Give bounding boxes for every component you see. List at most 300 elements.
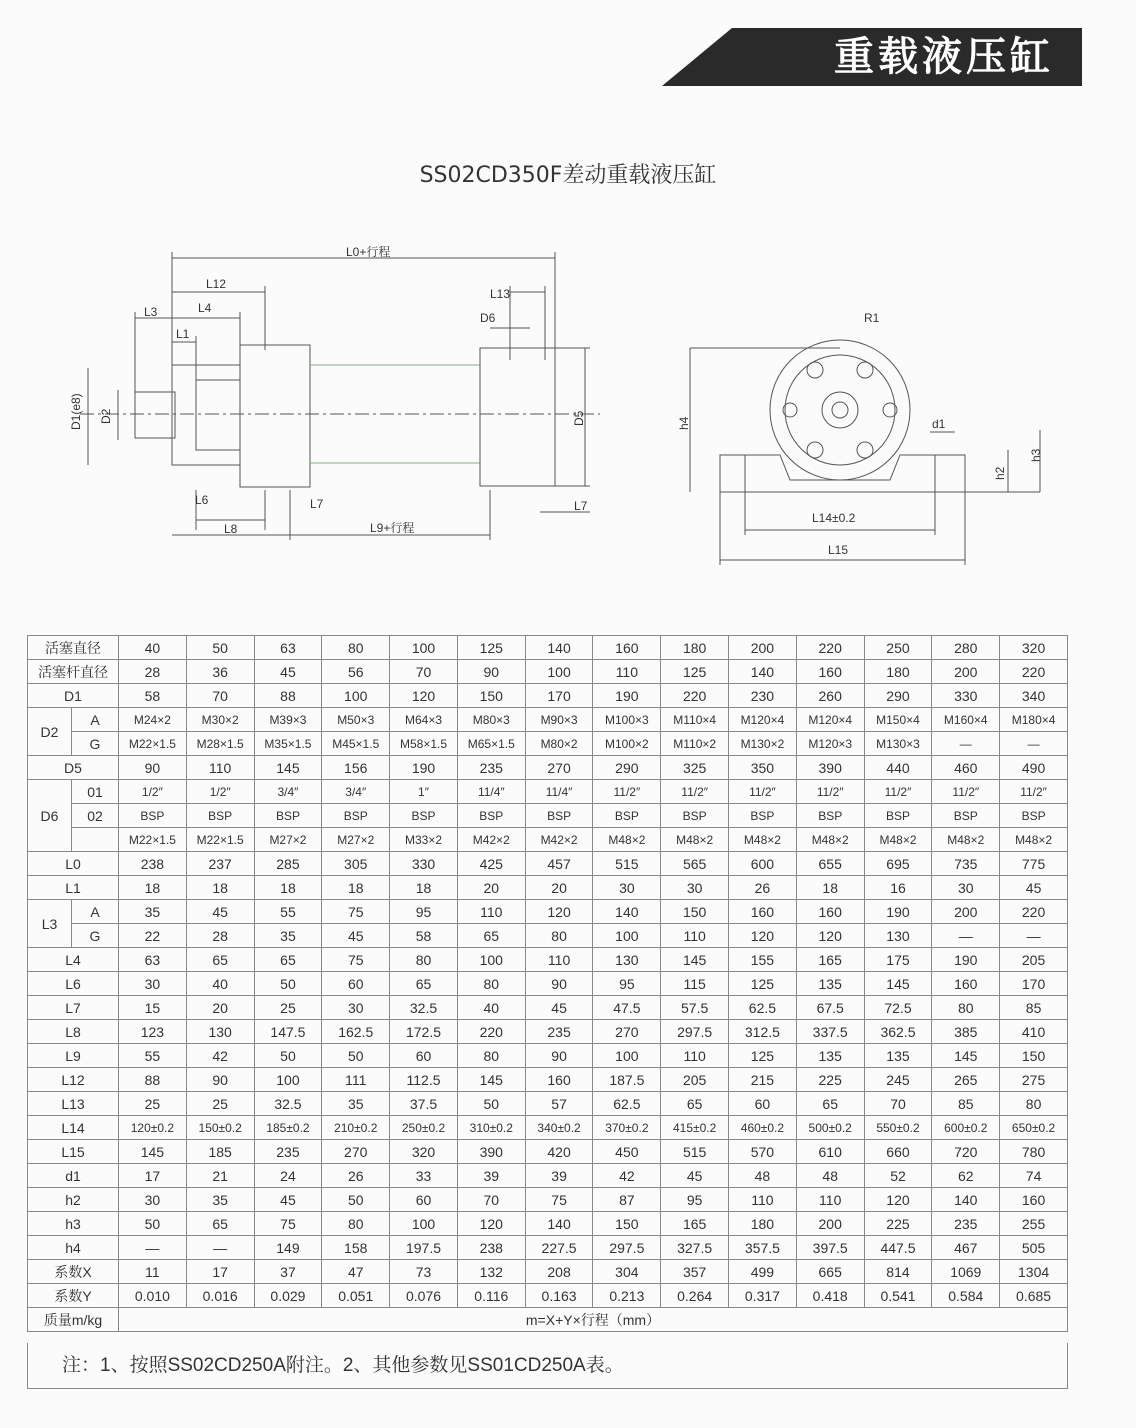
table-cell: 47 — [322, 1260, 390, 1284]
table-cell: 425 — [457, 852, 525, 876]
table-cell: 125 — [457, 636, 525, 660]
banner-title: 重载液压缸 — [834, 33, 1054, 80]
table-row — [28, 1140, 1068, 1164]
table-cell: M160×4 — [932, 708, 1000, 732]
table-cell: 1″ — [390, 780, 458, 804]
table-cell: 21 — [186, 1164, 254, 1188]
table-cell: 180 — [864, 660, 932, 684]
table-cell: M50×3 — [322, 708, 390, 732]
table-cell: 200 — [932, 660, 1000, 684]
table-cell: 270 — [525, 756, 593, 780]
table-cell: BSP — [390, 804, 458, 828]
row-label: D5 — [28, 756, 119, 780]
table-cell: 48 — [729, 1164, 797, 1188]
footnote: 注：1、按照SS02CD250A附注。2、其他参数见SS01CD250A表。 — [27, 1343, 1068, 1389]
table-row — [28, 804, 1068, 828]
table-cell: M48×2 — [1000, 828, 1068, 852]
table-cell: BSP — [525, 804, 593, 828]
dim-r1: R1 — [864, 311, 880, 325]
table-cell: 37.5 — [390, 1092, 458, 1116]
table-cell: 235 — [457, 756, 525, 780]
table-cell: 170 — [1000, 972, 1068, 996]
table-cell: 172.5 — [390, 1020, 458, 1044]
table-cell: 28 — [186, 924, 254, 948]
dim-d1-small: d1 — [932, 417, 946, 431]
table-cell: 140 — [593, 900, 661, 924]
row-label: L9 — [28, 1044, 119, 1068]
table-cell: 25 — [186, 1092, 254, 1116]
table-cell: 45 — [1000, 876, 1068, 900]
row-sublabel: A — [72, 900, 119, 924]
table-cell: 220 — [796, 636, 864, 660]
table-cell: 440 — [864, 756, 932, 780]
table-cell: 47.5 — [593, 996, 661, 1020]
table-cell: 187.5 — [593, 1068, 661, 1092]
row-label: L14 — [28, 1116, 119, 1140]
table-cell: BSP — [729, 804, 797, 828]
table-cell: 45 — [661, 1164, 729, 1188]
dim-l7b: L7 — [574, 499, 588, 513]
table-cell: 145 — [661, 948, 729, 972]
table-cell: 11/2″ — [932, 780, 1000, 804]
table-cell: 150 — [593, 1212, 661, 1236]
table-cell: 11/2″ — [796, 780, 864, 804]
document-title: SS02CD350F差动重载液压缸 — [419, 163, 717, 188]
row-label: L12 — [28, 1068, 119, 1092]
table-cell: 100 — [593, 924, 661, 948]
table-cell: 650±0.2 — [1000, 1116, 1068, 1140]
table-cell: 145 — [254, 756, 322, 780]
table-cell: 58 — [119, 684, 187, 708]
table-cell: — — [1000, 732, 1068, 756]
table-cell: 11/2″ — [593, 780, 661, 804]
table-cell: 156 — [322, 756, 390, 780]
table-cell: 362.5 — [864, 1020, 932, 1044]
table-cell: 305 — [322, 852, 390, 876]
table-cell: 15 — [119, 996, 187, 1020]
table-row — [28, 924, 1068, 948]
dim-l13: L13 — [490, 287, 511, 301]
table-cell: 60 — [390, 1044, 458, 1068]
table-cell: 175 — [864, 948, 932, 972]
table-cell: 565 — [661, 852, 729, 876]
dim-l4: L4 — [198, 301, 212, 315]
table-cell: 0.010 — [119, 1284, 187, 1308]
table-cell: 160 — [796, 660, 864, 684]
table-cell: 45 — [525, 996, 593, 1020]
table-cell: 150 — [457, 684, 525, 708]
table-cell: 90 — [119, 756, 187, 780]
table-cell: 735 — [932, 852, 1000, 876]
table-cell: M180×4 — [1000, 708, 1068, 732]
table-cell: 55 — [254, 900, 322, 924]
table-cell: 52 — [864, 1164, 932, 1188]
table-cell: 130 — [593, 948, 661, 972]
table-cell: 100 — [254, 1068, 322, 1092]
table-cell: 60 — [322, 972, 390, 996]
table-cell: 149 — [254, 1236, 322, 1260]
table-cell: 180 — [729, 1212, 797, 1236]
row-label: 系数Y — [28, 1284, 119, 1308]
table-cell: 450 — [593, 1140, 661, 1164]
table-cell: 39 — [457, 1164, 525, 1188]
table-cell: 225 — [796, 1068, 864, 1092]
table-cell: 100 — [390, 636, 458, 660]
table-cell: 110 — [661, 1044, 729, 1068]
table-cell: M45×1.5 — [322, 732, 390, 756]
table-cell: 11/2″ — [1000, 780, 1068, 804]
table-cell: 111 — [322, 1068, 390, 1092]
dim-d2: D2 — [99, 408, 113, 424]
table-cell: 35 — [322, 1092, 390, 1116]
table-cell: 30 — [932, 876, 1000, 900]
table-cell: 65 — [796, 1092, 864, 1116]
table-cell: 185±0.2 — [254, 1116, 322, 1140]
table-cell: 0.076 — [390, 1284, 458, 1308]
table-cell: 125 — [661, 660, 729, 684]
table-cell: — — [119, 1236, 187, 1260]
table-cell: 205 — [661, 1068, 729, 1092]
table-cell: 60 — [390, 1188, 458, 1212]
table-cell: 40 — [457, 996, 525, 1020]
table-cell: BSP — [322, 804, 390, 828]
row-label: D1 — [28, 684, 119, 708]
dim-d5: D5 — [572, 410, 586, 426]
table-cell: — — [1000, 924, 1068, 948]
row-sublabel: G — [72, 924, 119, 948]
table-cell: 50 — [254, 972, 322, 996]
table-cell: 150 — [661, 900, 729, 924]
dim-h3: h3 — [1029, 448, 1043, 462]
table-cell: 505 — [1000, 1236, 1068, 1260]
table-cell: 160 — [796, 900, 864, 924]
table-cell: 30 — [322, 996, 390, 1020]
table-cell: 32.5 — [254, 1092, 322, 1116]
table-cell: M48×2 — [593, 828, 661, 852]
table-cell: 56 — [322, 660, 390, 684]
table-row — [28, 852, 1068, 876]
table-cell: 500±0.2 — [796, 1116, 864, 1140]
table-cell: 40 — [186, 972, 254, 996]
table-cell: 145 — [119, 1140, 187, 1164]
table-cell: 18 — [186, 876, 254, 900]
table-cell: 370±0.2 — [593, 1116, 661, 1140]
table-cell: 320 — [390, 1140, 458, 1164]
table-cell: 145 — [864, 972, 932, 996]
table-cell: 780 — [1000, 1140, 1068, 1164]
table-cell: 0.051 — [322, 1284, 390, 1308]
table-cell: M100×2 — [593, 732, 661, 756]
table-cell: 100 — [525, 660, 593, 684]
table-cell: — — [932, 732, 1000, 756]
table-cell: 90 — [186, 1068, 254, 1092]
table-cell: 65 — [186, 948, 254, 972]
table-cell: 3/4″ — [254, 780, 322, 804]
table-cell: 235 — [254, 1140, 322, 1164]
table-cell: 255 — [1000, 1212, 1068, 1236]
table-cell: 135 — [864, 1044, 932, 1068]
table-cell: 160 — [593, 636, 661, 660]
table-cell: 80 — [457, 1044, 525, 1068]
table-cell: 340 — [1000, 684, 1068, 708]
table-cell: M27×2 — [254, 828, 322, 852]
table-cell: 35 — [254, 924, 322, 948]
table-cell: 20 — [186, 996, 254, 1020]
table-cell: 390 — [796, 756, 864, 780]
table-cell: 120±0.2 — [119, 1116, 187, 1140]
table-cell: 33 — [390, 1164, 458, 1188]
table-cell: 1/2″ — [119, 780, 187, 804]
row-label: 系数X — [28, 1260, 119, 1284]
table-cell: 65 — [254, 948, 322, 972]
table-row — [28, 780, 1068, 804]
table-cell: 162.5 — [322, 1020, 390, 1044]
table-cell: 250±0.2 — [390, 1116, 458, 1140]
table-cell: 280 — [932, 636, 1000, 660]
row-label: d1 — [28, 1164, 119, 1188]
table-cell: M22×1.5 — [119, 732, 187, 756]
table-cell: M80×3 — [457, 708, 525, 732]
table-cell: 80 — [1000, 1092, 1068, 1116]
table-cell: 420 — [525, 1140, 593, 1164]
row-label: h4 — [28, 1236, 119, 1260]
table-cell: M120×3 — [796, 732, 864, 756]
table-cell: 55 — [119, 1044, 187, 1068]
table-cell: — — [186, 1236, 254, 1260]
table-cell: 120 — [390, 684, 458, 708]
row-label: 活塞杆直径 — [28, 660, 119, 684]
dim-l3: L3 — [144, 305, 158, 319]
table-cell: 160 — [525, 1068, 593, 1092]
table-cell: 160 — [729, 900, 797, 924]
table-cell: 16 — [864, 876, 932, 900]
table-row — [28, 1092, 1068, 1116]
table-cell: 220 — [1000, 660, 1068, 684]
table-cell: 0.016 — [186, 1284, 254, 1308]
table-cell: 270 — [593, 1020, 661, 1044]
table-cell: M48×2 — [864, 828, 932, 852]
table-cell: 227.5 — [525, 1236, 593, 1260]
dim-l1: L1 — [176, 327, 190, 341]
table-cell: 410 — [1000, 1020, 1068, 1044]
table-cell: 95 — [593, 972, 661, 996]
table-cell: 499 — [729, 1260, 797, 1284]
table-cell: 120 — [864, 1188, 932, 1212]
table-cell: 1/2″ — [186, 780, 254, 804]
table-cell: 215 — [729, 1068, 797, 1092]
table-cell: 32.5 — [390, 996, 458, 1020]
table-cell: M58×1.5 — [390, 732, 458, 756]
table-cell: 132 — [457, 1260, 525, 1284]
table-cell: 170 — [525, 684, 593, 708]
table-cell: 50 — [322, 1188, 390, 1212]
table-cell: 36 — [186, 660, 254, 684]
table-cell: 50 — [322, 1044, 390, 1068]
table-cell: 57.5 — [661, 996, 729, 1020]
table-cell: 73 — [390, 1260, 458, 1284]
row-sublabel: 01 — [72, 780, 119, 804]
table-cell: 80 — [932, 996, 1000, 1020]
table-cell: M130×2 — [729, 732, 797, 756]
table-cell: 460 — [932, 756, 1000, 780]
table-cell: 515 — [593, 852, 661, 876]
table-cell: 515 — [661, 1140, 729, 1164]
table-cell: 200 — [729, 636, 797, 660]
table-cell: BSP — [1000, 804, 1068, 828]
table-cell: M110×4 — [661, 708, 729, 732]
table-cell: 1304 — [1000, 1260, 1068, 1284]
table-cell: 197.5 — [390, 1236, 458, 1260]
table-cell: BSP — [864, 804, 932, 828]
header-banner — [662, 28, 1082, 86]
table-cell: M48×2 — [729, 828, 797, 852]
table-cell: 0.685 — [1000, 1284, 1068, 1308]
table-cell: 660 — [864, 1140, 932, 1164]
table-cell: 35 — [119, 900, 187, 924]
table-cell: M22×1.5 — [186, 828, 254, 852]
table-cell: 130 — [864, 924, 932, 948]
table-cell: 90 — [525, 1044, 593, 1068]
table-cell: 100 — [322, 684, 390, 708]
table-cell: BSP — [661, 804, 729, 828]
table-cell: 115 — [661, 972, 729, 996]
table-cell: 600 — [729, 852, 797, 876]
table-cell: 270 — [322, 1140, 390, 1164]
table-cell: 290 — [864, 684, 932, 708]
table-cell: 337.5 — [796, 1020, 864, 1044]
table-cell: BSP — [796, 804, 864, 828]
table-cell: 85 — [1000, 996, 1068, 1020]
table-cell: BSP — [457, 804, 525, 828]
table-cell: 70 — [390, 660, 458, 684]
row-label: L0 — [28, 852, 119, 876]
row-label: L8 — [28, 1020, 119, 1044]
table-cell: M150×4 — [864, 708, 932, 732]
table-row — [28, 1020, 1068, 1044]
table-cell: 110 — [796, 1188, 864, 1212]
table-cell: 90 — [525, 972, 593, 996]
table-row — [28, 756, 1068, 780]
table-cell: 147.5 — [254, 1020, 322, 1044]
table-cell: M28×1.5 — [186, 732, 254, 756]
table-cell: 65 — [457, 924, 525, 948]
table-cell: 238 — [457, 1236, 525, 1260]
table-cell: 140 — [932, 1188, 1000, 1212]
table-cell: 327.5 — [661, 1236, 729, 1260]
dim-l0: L0+行程 — [346, 245, 391, 259]
table-cell: 467 — [932, 1236, 1000, 1260]
row-label: L1 — [28, 876, 119, 900]
dim-l12: L12 — [206, 277, 227, 291]
table-row — [28, 828, 1068, 852]
table-cell: M48×2 — [661, 828, 729, 852]
table-cell: 110 — [729, 1188, 797, 1212]
table-cell: 65 — [390, 972, 458, 996]
table-cell: 220 — [1000, 900, 1068, 924]
table-cell: 28 — [119, 660, 187, 684]
table-cell: 140 — [525, 1212, 593, 1236]
row-label: L7 — [28, 996, 119, 1020]
table-cell: 123 — [119, 1020, 187, 1044]
row-label: 活塞直径 — [28, 636, 119, 660]
row-sublabel — [72, 828, 119, 852]
table-cell: 447.5 — [864, 1236, 932, 1260]
table-cell: M33×2 — [390, 828, 458, 852]
table-row — [28, 1068, 1068, 1092]
table-row — [28, 948, 1068, 972]
table-cell: M130×3 — [864, 732, 932, 756]
table-cell: 75 — [525, 1188, 593, 1212]
table-row — [28, 1044, 1068, 1068]
table-cell: M42×2 — [525, 828, 593, 852]
table-cell: 230 — [729, 684, 797, 708]
table-cell: 87 — [593, 1188, 661, 1212]
table-cell: 1069 — [932, 1260, 1000, 1284]
table-cell: 62 — [932, 1164, 1000, 1188]
table-cell: 30 — [661, 876, 729, 900]
table-cell: 460±0.2 — [729, 1116, 797, 1140]
table-cell: 0.584 — [932, 1284, 1000, 1308]
table-cell: 26 — [729, 876, 797, 900]
table-cell: 74 — [1000, 1164, 1068, 1188]
table-cell: 80 — [525, 924, 593, 948]
table-cell: 297.5 — [661, 1020, 729, 1044]
table-cell: 45 — [254, 1188, 322, 1212]
table-cell: 490 — [1000, 756, 1068, 780]
table-row — [28, 1164, 1068, 1188]
table-cell: 145 — [457, 1068, 525, 1092]
table-row — [28, 876, 1068, 900]
table-cell: 695 — [864, 852, 932, 876]
dim-l8: L8 — [224, 522, 238, 536]
table-cell: 18 — [254, 876, 322, 900]
table-cell: 45 — [254, 660, 322, 684]
dim-d1: D1(e8) — [69, 393, 83, 430]
table-cell: 45 — [322, 924, 390, 948]
table-cell: 112.5 — [390, 1068, 458, 1092]
table-cell: M120×4 — [729, 708, 797, 732]
row-label: L13 — [28, 1092, 119, 1116]
row-sublabel: 02 — [72, 804, 119, 828]
table-row — [28, 900, 1068, 924]
table-cell: 120 — [457, 1212, 525, 1236]
dim-l9: L9+行程 — [370, 521, 415, 535]
table-cell: 65 — [661, 1092, 729, 1116]
table-cell: 125 — [729, 1044, 797, 1068]
table-cell: 20 — [457, 876, 525, 900]
table-cell: 208 — [525, 1260, 593, 1284]
table-cell: M120×4 — [796, 708, 864, 732]
table-cell: 135 — [796, 972, 864, 996]
table-cell: 220 — [661, 684, 729, 708]
table-cell: 57 — [525, 1092, 593, 1116]
table-cell: 0.418 — [796, 1284, 864, 1308]
table-cell: 25 — [254, 996, 322, 1020]
table-cell: 200 — [796, 1212, 864, 1236]
table-cell: 42 — [186, 1044, 254, 1068]
table-cell: 357.5 — [729, 1236, 797, 1260]
table-row — [28, 684, 1068, 708]
table-row — [28, 1212, 1068, 1236]
table-cell: 65 — [186, 1212, 254, 1236]
dim-l7a: L7 — [310, 497, 324, 511]
table-cell: 260 — [796, 684, 864, 708]
table-cell: 150 — [1000, 1044, 1068, 1068]
dim-h4: h4 — [677, 416, 691, 430]
table-cell: 50 — [457, 1092, 525, 1116]
table-row — [28, 1188, 1068, 1212]
table-cell: 158 — [322, 1236, 390, 1260]
